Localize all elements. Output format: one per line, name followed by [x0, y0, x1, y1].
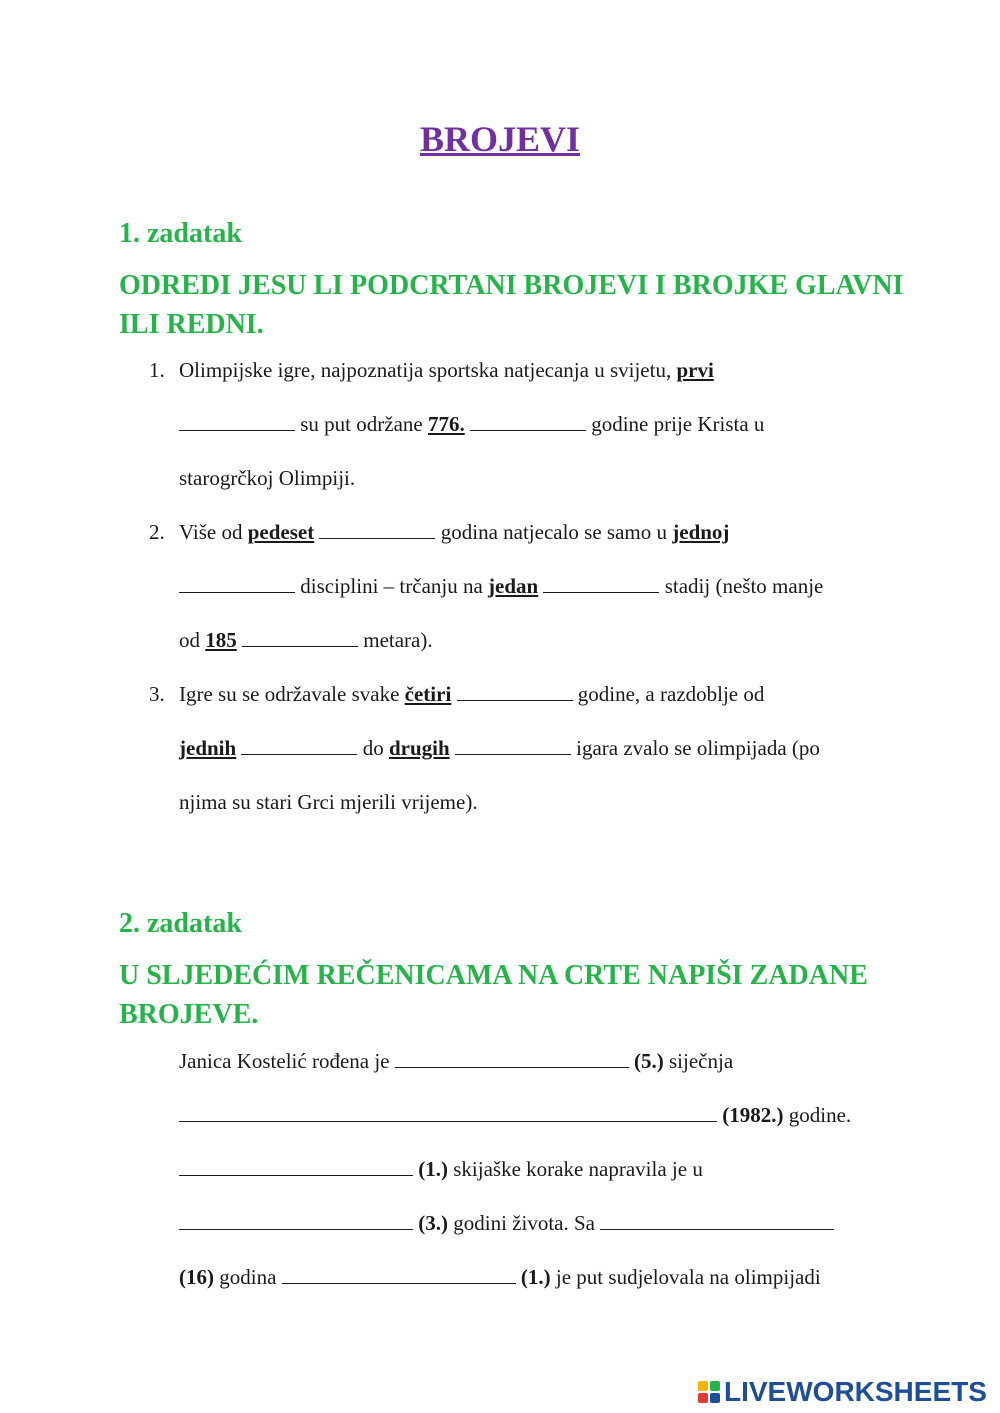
answer-blank[interactable]	[241, 734, 357, 755]
sentence-line: (3.) godini života. Sa	[179, 1208, 834, 1238]
sentence-line: starogrčkoj Olimpiji.	[179, 466, 356, 490]
sentence-line: su put održane 776. godine prije Krista u	[179, 409, 764, 439]
underlined-number: 776.	[427, 412, 465, 436]
underlined-number: jednoj	[672, 520, 730, 544]
underlined-number: četiri	[404, 682, 452, 706]
underlined-number: drugih	[388, 736, 450, 760]
answer-blank[interactable]	[179, 1209, 413, 1230]
task1-instruction: ODREDI JESU LI PODCRTANI BROJEVI I BROJKE GLAVNI ILI REDNI.	[119, 270, 904, 340]
answer-blank[interactable]	[282, 1263, 516, 1284]
task1-heading: 1. zadatak	[119, 218, 242, 249]
underlined-number: 185	[205, 628, 237, 652]
sentence-line: Olimpijske igre, najpoznatija sportska natjecanja u svijetu, prvi	[179, 358, 714, 382]
underlined-number: prvi	[676, 358, 714, 382]
task2-heading: 2. zadatak	[119, 908, 242, 939]
answer-blank[interactable]	[179, 572, 295, 593]
answer-blank[interactable]	[457, 680, 573, 701]
answer-blank[interactable]	[455, 734, 571, 755]
sentence-line: Više od pedeset godina natjecalo se samo u jednoj	[179, 520, 730, 544]
answer-blank[interactable]	[470, 410, 586, 431]
sentence-line: njima su stari Grci mjerili vrijeme).	[179, 790, 478, 814]
answer-blank[interactable]	[600, 1209, 834, 1230]
underlined-number: jedan	[488, 574, 539, 598]
sentence-line: od 185 metara).	[179, 628, 433, 652]
task2-instruction: U SLJEDEĆIM REČENICAMA NA CRTE NAPIŠI ZADANE BROJEVE.	[119, 960, 868, 1030]
sentence-line: Janica Kostelić rođena je (5.) siječnja	[179, 1049, 734, 1073]
sentence-line: disciplini – trčanju na jedan stadij (nešto manje	[179, 571, 823, 601]
logo-text: LIVEWORKSHEETS	[724, 1376, 987, 1407]
item-number: 2.	[149, 520, 165, 544]
logo-icon	[698, 1381, 720, 1403]
liveworksheets-logo	[698, 1375, 987, 1409]
underlined-number: jednih	[179, 736, 237, 760]
sentence-line: (1.) skijaške korake napravila je u	[179, 1154, 703, 1184]
sentence-line: (1982.) godine.	[179, 1100, 851, 1130]
answer-blank[interactable]	[179, 410, 295, 431]
answer-blank[interactable]	[179, 1101, 717, 1122]
answer-blank[interactable]	[319, 518, 435, 539]
page-title: BROJEVI	[419, 119, 581, 159]
answer-blank[interactable]	[395, 1047, 629, 1068]
sentence-line: jednih do drugih igara zvalo se olimpijada (po	[179, 736, 820, 760]
underlined-number: pedeset	[247, 520, 315, 544]
sentence-line: Igre su se održavale svake četiri godine, a razdoblje od	[179, 682, 765, 706]
item-number: 3.	[149, 682, 165, 706]
item-number: 1.	[149, 358, 165, 382]
answer-blank[interactable]	[179, 1155, 413, 1176]
answer-blank[interactable]	[242, 626, 358, 647]
answer-blank[interactable]	[543, 572, 659, 593]
sentence-line: (16) godina (1.) je put sudjelovala na olimpijadi	[179, 1265, 821, 1289]
